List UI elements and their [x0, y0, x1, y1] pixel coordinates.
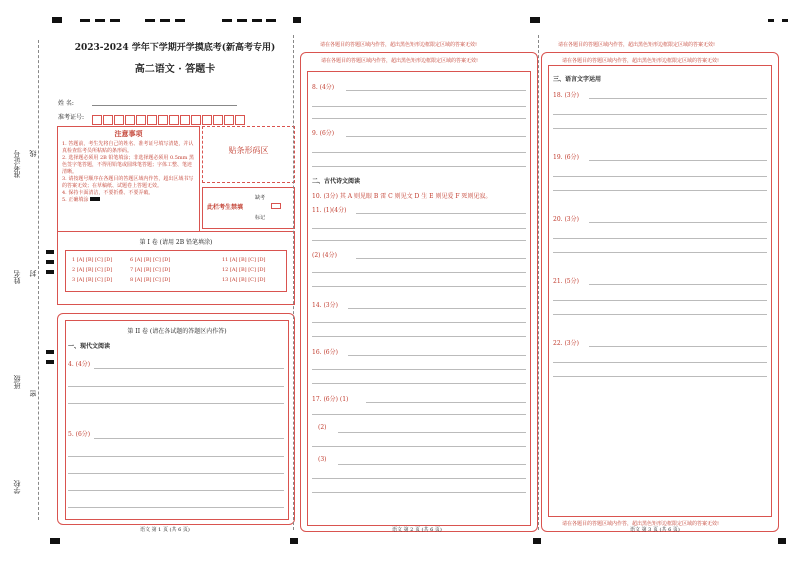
alignment-mark	[293, 17, 301, 23]
alignment-mark	[530, 17, 540, 23]
answer-line[interactable]	[553, 114, 767, 115]
alignment-mark	[290, 538, 298, 544]
side-label-seal: 封	[29, 270, 37, 277]
answer-line[interactable]	[68, 473, 284, 474]
alignment-mark	[80, 19, 90, 22]
alignment-mark	[50, 538, 60, 544]
choice-row[interactable]: 7 [A] [B] [C] [D]	[130, 267, 171, 273]
answer-line[interactable]	[356, 213, 526, 214]
section1-title: 第 I 卷 (请用 2B 铅笔填涂)	[139, 239, 213, 246]
footer-page3: 语文 第 3 页 (共 6 页)	[630, 527, 680, 533]
page2-inner	[307, 71, 531, 526]
page3-top-warning: 请在各题目的答题区域内作答，超出黑色矩形边框限定区域的答案无效!	[558, 42, 716, 48]
answer-line[interactable]	[553, 190, 767, 191]
page2-heading: 二、古代诗文阅读	[312, 178, 361, 185]
alignment-mark	[768, 19, 774, 22]
answer-line[interactable]	[356, 258, 526, 259]
answer-line[interactable]	[68, 386, 284, 387]
q17b-label: (2)	[318, 424, 327, 431]
answer-line[interactable]	[312, 478, 526, 479]
page-divider	[293, 35, 294, 530]
absent-box	[202, 187, 295, 229]
section2-heading: 一、现代文阅读	[68, 343, 111, 350]
answer-line[interactable]	[312, 414, 526, 415]
id-label: 准考证号:	[58, 114, 85, 121]
alignment-mark	[46, 350, 54, 354]
absent-checkbox[interactable]	[271, 203, 281, 209]
answer-line[interactable]	[312, 166, 526, 167]
answer-line[interactable]	[312, 383, 526, 384]
q4-label: 4. (4分)	[68, 361, 91, 368]
alignment-mark	[237, 19, 247, 22]
side-label-class: 班级	[13, 375, 21, 389]
answer-line[interactable]	[348, 308, 526, 309]
page3-box	[541, 52, 779, 532]
answer-line[interactable]	[589, 98, 767, 99]
page3-bottom-warning: 请在各题目的答题区域内作答，超出黑色矩形边框限定区域的答案无效!	[562, 521, 720, 527]
notice-item: 4. 保持卡面清洁，不要折叠、不要弄破。	[62, 190, 154, 196]
answer-line[interactable]	[312, 106, 526, 107]
q5-label: 5. (6分)	[68, 431, 91, 438]
notice-item: 2. 选择题必须用 2B 铅笔填涂；非选择题必须用 0.5mm 黑色签字笔答题，不得用铅笔或圆珠笔答题；字体工整、笔迹清晰。	[62, 155, 195, 175]
alignment-mark	[95, 19, 105, 22]
page2-top-warning: 请在各题目的答题区域内作答，超出黑色矩形边框限定区域的答案无效!	[320, 42, 478, 48]
q17-label: 17. (6分) (1)	[312, 396, 349, 403]
q11b-label: (2) (4分)	[312, 252, 337, 259]
alignment-mark	[46, 250, 54, 254]
answer-line[interactable]	[312, 369, 526, 370]
footer-page1: 语文 第 1 页 (共 6 页)	[140, 527, 190, 533]
absent-label: 缺考	[255, 195, 266, 201]
answer-line[interactable]	[589, 160, 767, 161]
notice-item: 5. 正确填涂	[62, 197, 89, 203]
alignment-mark	[175, 19, 185, 22]
fill-sample	[90, 197, 100, 201]
barcode-label: 贴条形码区	[228, 146, 269, 155]
alignment-mark	[52, 17, 62, 23]
choice-row[interactable]: 13 [A] [B] [C] [D]	[222, 277, 266, 283]
absent-warning: 此栏考生禁填	[207, 204, 244, 211]
answer-line[interactable]	[346, 136, 526, 137]
side-label-school: 学校	[13, 480, 21, 494]
answer-line[interactable]	[553, 362, 767, 363]
choice-row[interactable]: 12 [A] [B] [C] [D]	[222, 267, 266, 273]
choice-row[interactable]: 2 [A] [B] [C] [D]	[72, 267, 113, 273]
answer-line[interactable]	[348, 355, 526, 356]
answer-line[interactable]	[312, 118, 526, 119]
alignment-mark	[533, 538, 541, 544]
answer-line[interactable]	[589, 346, 767, 347]
footer-page2: 语文 第 2 页 (共 6 页)	[392, 527, 442, 533]
answer-line[interactable]	[553, 128, 767, 129]
alignment-mark	[160, 19, 170, 22]
barcode-area	[202, 126, 295, 183]
notice-box	[57, 126, 200, 232]
answer-line[interactable]	[366, 402, 526, 403]
answer-line[interactable]	[589, 222, 767, 223]
choice-row[interactable]: 3 [A] [B] [C] [D]	[72, 277, 113, 283]
answer-line[interactable]	[312, 286, 526, 287]
side-label-id: 准考证号	[13, 150, 21, 178]
side-label-name: 姓名	[13, 270, 21, 284]
notice-item: 3. 请按题号顺序在各题目的答题区域内作答，超出区域书写的答案无效；在草稿纸、试题卷上答题无效。	[62, 176, 194, 189]
absent-mark-label: 标记	[255, 215, 266, 221]
answer-line[interactable]	[312, 322, 526, 323]
answer-line[interactable]	[312, 446, 526, 447]
section2-inner	[65, 320, 289, 520]
alignment-mark	[222, 19, 232, 22]
choice-row[interactable]: 1 [A] [B] [C] [D]	[72, 257, 113, 263]
answer-line[interactable]	[312, 336, 526, 337]
q21-label: 21. (5分)	[553, 278, 579, 285]
answer-line[interactable]	[553, 300, 767, 301]
alignment-mark	[46, 260, 54, 264]
name-label: 姓 名:	[58, 100, 74, 107]
q8-label: 8. (4分)	[312, 84, 335, 91]
alignment-mark	[252, 19, 262, 22]
page3-inner-warning: 请在各题目的答题区域内作答，超出黑色矩形边框限定区域的答案无效!	[562, 58, 720, 64]
answer-line[interactable]	[68, 403, 284, 404]
binding-line	[38, 40, 39, 520]
answer-line[interactable]	[553, 314, 767, 315]
q9-label: 9. (6分)	[312, 130, 335, 137]
q19-label: 19. (6分)	[553, 154, 579, 161]
q18-label: 18. (3分)	[553, 92, 579, 99]
answer-line[interactable]	[338, 432, 526, 433]
answer-line[interactable]	[589, 284, 767, 285]
answer-line[interactable]	[312, 240, 526, 241]
choice-row[interactable]: 11 [A] [B] [C] [D]	[222, 257, 266, 263]
q11-label: 11. (1)(4分)	[312, 207, 347, 214]
answer-line[interactable]	[68, 507, 284, 508]
side-label-line: 线	[29, 150, 37, 157]
alignment-mark	[782, 19, 788, 22]
answer-line[interactable]	[312, 272, 526, 273]
alignment-mark	[110, 19, 120, 22]
notice-title: 注意事项	[114, 129, 143, 138]
q20-label: 20. (3分)	[553, 216, 579, 223]
side-label-secret: 密	[29, 390, 37, 397]
answer-line[interactable]	[94, 368, 284, 369]
answer-line[interactable]	[553, 376, 767, 377]
page-subtitle: 高二语文 · 答题卡	[134, 64, 216, 75]
answer-line[interactable]	[312, 228, 526, 229]
answer-line[interactable]	[338, 464, 526, 465]
answer-line[interactable]	[312, 152, 526, 153]
choice-row[interactable]: 6 [A] [B] [C] [D]	[130, 257, 171, 263]
answer-line[interactable]	[346, 90, 526, 91]
page-divider	[538, 35, 539, 530]
page-title: 2023-2024 学年下学期开学摸底考(新高考专用)	[74, 43, 276, 53]
section2-title: 第 II 卷 (请在各试题的答题区内作答)	[127, 328, 227, 335]
name-field[interactable]	[92, 105, 237, 106]
page3-inner	[548, 65, 772, 517]
notice-item: 1. 答题前，考生先将自己的姓名、准考证号填写清楚，并认真检查监考员所粘贴的条形码。	[62, 141, 194, 154]
alignment-mark	[145, 19, 155, 22]
alignment-mark	[46, 360, 54, 364]
q10-label: 10. (3分) 其 A 则见眼 B 雷 C 则见文 D 生 E 则见爱 F 死则见寂。	[312, 193, 492, 200]
answer-line[interactable]	[68, 456, 284, 457]
section2-box	[57, 313, 295, 525]
q22-label: 22. (3分)	[553, 340, 579, 347]
answer-line[interactable]	[553, 252, 767, 253]
answer-line[interactable]	[94, 438, 284, 439]
alignment-mark	[778, 538, 786, 544]
section1-box	[57, 231, 295, 305]
page2-box	[300, 52, 538, 532]
answer-line[interactable]	[68, 490, 284, 491]
page3-heading: 三、语言文字运用	[553, 76, 602, 83]
answer-line[interactable]	[553, 176, 767, 177]
choice-grid[interactable]	[65, 250, 287, 292]
q14-label: 14. (3分)	[312, 302, 338, 309]
q17c-label: (3)	[318, 456, 327, 463]
answer-line[interactable]	[312, 492, 526, 493]
page2-inner-warning: 请在各题目的答题区域内作答，超出黑色矩形边框限定区域的答案无效!	[321, 58, 479, 64]
answer-line[interactable]	[553, 238, 767, 239]
alignment-mark	[46, 270, 54, 274]
q16-label: 16. (6分)	[312, 349, 338, 356]
choice-row[interactable]: 8 [A] [B] [C] [D]	[130, 277, 171, 283]
alignment-mark	[266, 19, 276, 22]
